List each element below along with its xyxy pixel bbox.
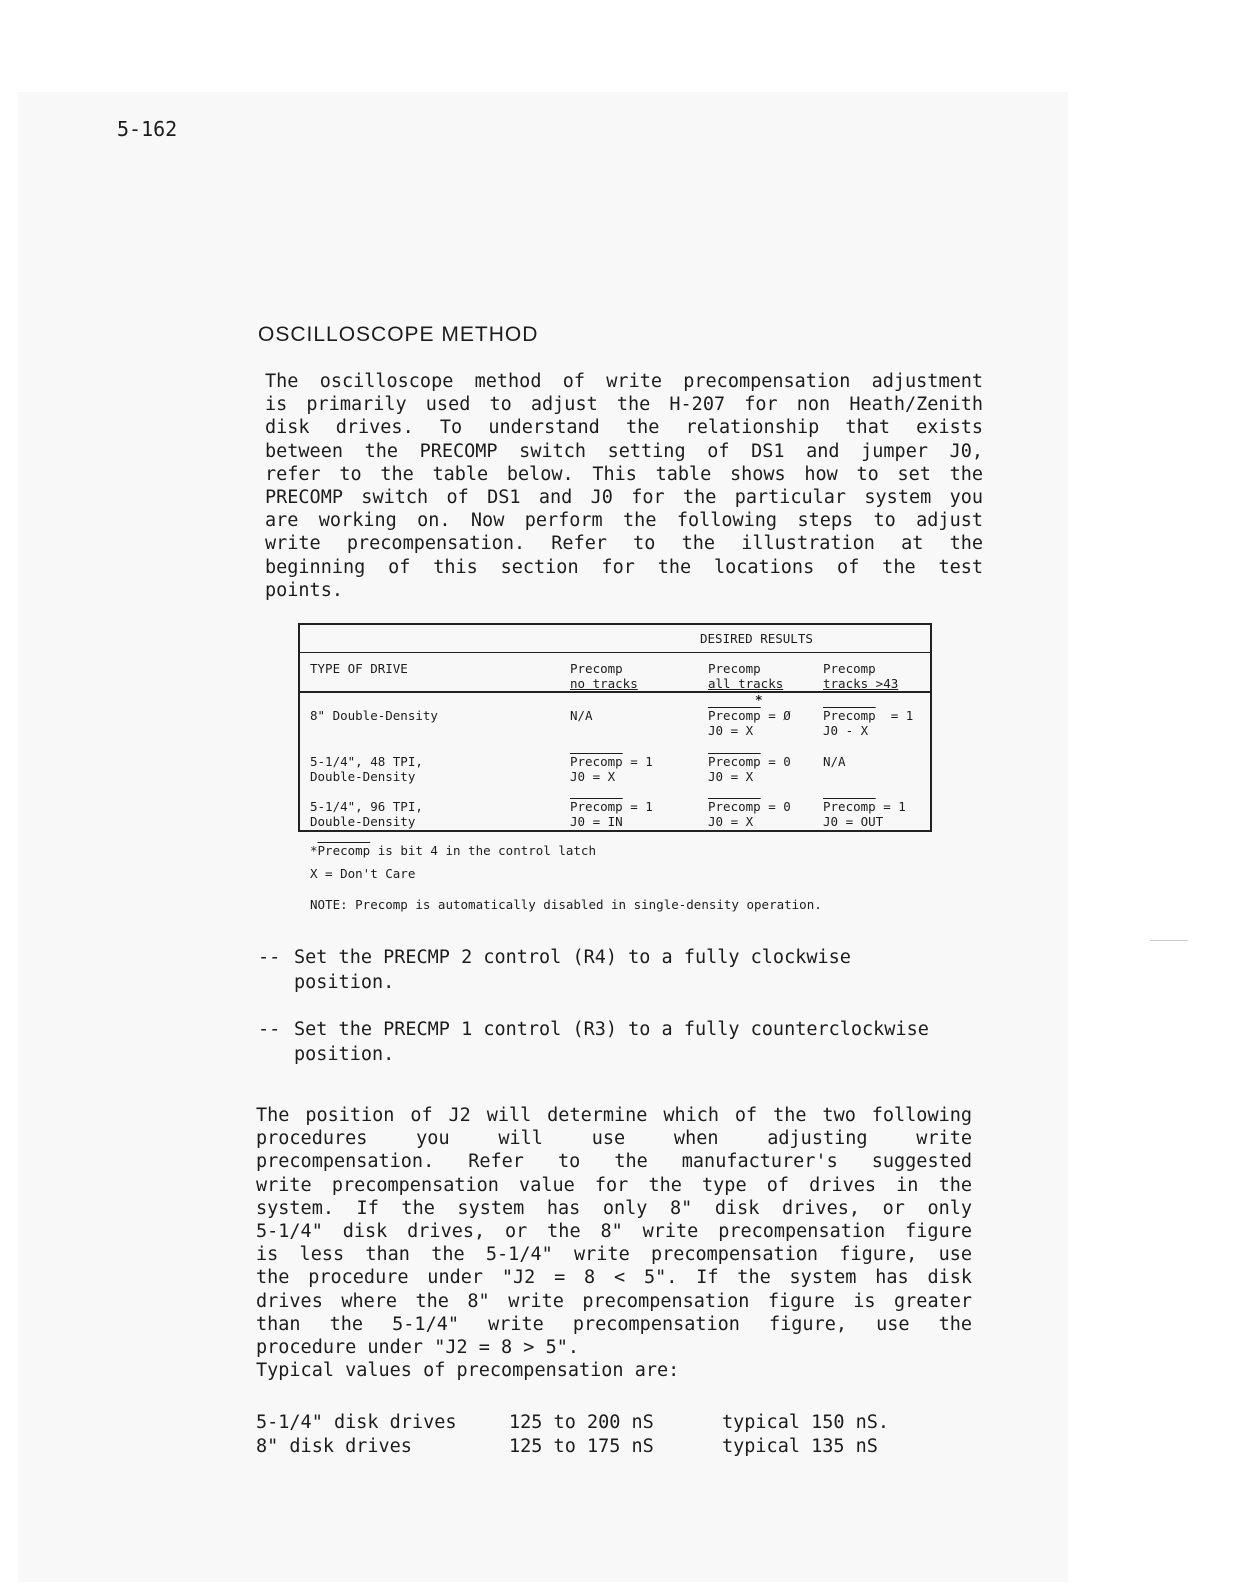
typical-drive: 8" disk drives (256, 1436, 412, 1457)
section-heading: OSCILLOSCOPE METHOD (258, 323, 539, 346)
para-line: precompensation. Refer to the manufacturer's suggested (256, 1151, 972, 1173)
para-line: drives where the 8" write precompensation figure is greater (256, 1290, 972, 1312)
para-line: write precompensation value for the type of drives in the (256, 1174, 972, 1196)
table-group-header: DESIRED RESULTS (700, 631, 813, 646)
row-48tpi-type: 5-1/4", 48 TPI, Double-Density (310, 754, 423, 784)
typical-intro: Typical values of precompensation are: (256, 1360, 680, 1382)
row-48tpi-all-tracks: Precomp = 0 J0 = X (708, 754, 791, 784)
row-8in-type: 8" Double-Density (310, 708, 438, 723)
asterisk-mark: * (755, 692, 763, 707)
typical-value: typical 150 nS. (722, 1412, 890, 1433)
intro-line: beginning of this section for the locations of the test (265, 556, 983, 578)
step-item: -- Set the PRECMP 1 control (R3) to a fully counterclockwise position. (258, 1019, 929, 1065)
intro-line: refer to the table below. This table shows how to set the (265, 463, 983, 485)
intro-line: points. (265, 579, 343, 601)
intro-line: are working on. Now perform the following steps to adjust (265, 510, 983, 532)
row-48tpi-tracks-gt-43: N/A (823, 754, 846, 769)
row-96tpi-no-tracks: Precomp = 1 J0 = IN (570, 799, 653, 829)
para-line: procedures you will use when adjusting write (256, 1128, 972, 1150)
intro-line: PRECOMP switch of DS1 and J0 for the particular system you (265, 487, 983, 509)
header-tracks-gt-43: Precomp tracks >43 (823, 661, 899, 691)
intro-line: disk drives. To understand the relationship that exists (265, 417, 983, 439)
header-no-tracks: Precomp no tracks (570, 661, 638, 691)
intro-line: The oscilloscope method of write precompensation adjustment (265, 371, 983, 392)
intro-line: write precompensation. Refer to the illustration at the (265, 533, 983, 555)
j2-paragraph (256, 1104, 972, 1382)
row-96tpi-type: 5-1/4", 96 TPI, Double-Density (310, 799, 423, 829)
para-line: procedure under "J2 = 8 > 5". (256, 1337, 580, 1359)
header-all-tracks: Precomp all tracks (708, 661, 784, 691)
intro-line: between the PRECOMP switch setting of DS1 and jumper J0, (265, 440, 983, 462)
row-96tpi-all-tracks: Precomp = 0 J0 = X (708, 799, 791, 829)
typical-value: typical 135 nS (722, 1436, 878, 1457)
table-divider (300, 652, 930, 653)
typical-range: 125 to 175 nS (509, 1436, 654, 1457)
row-8in-all-tracks: Precomp = Ø J0 = X (708, 708, 791, 738)
intro-paragraph (265, 370, 983, 602)
scan-mark (1150, 940, 1188, 941)
footnote-precomp-bit: *Precomp is bit 4 in the control latch (310, 843, 596, 858)
para-line: than the 5-1/4" write precompensation figure, use the (256, 1313, 972, 1335)
page-number: 5-162 (117, 117, 178, 141)
step-item: -- Set the PRECMP 2 control (R4) to a fully clockwise position. (258, 947, 851, 993)
header-type-of-drive: TYPE OF DRIVE (310, 661, 408, 676)
para-line: 5-1/4" disk drives, or the 8" write precompensation figure (256, 1221, 972, 1243)
typical-range: 125 to 200 nS (509, 1412, 654, 1433)
row-8in-tracks-gt-43: Precomp = 1 J0 - X (823, 708, 914, 738)
row-48tpi-no-tracks: Precomp = 1 J0 = X (570, 754, 653, 784)
para-line: The position of J2 will determine which of the two following (256, 1105, 972, 1126)
typical-drive: 5-1/4" disk drives (256, 1412, 457, 1433)
para-line: the procedure under "J2 = 8 < 5". If the system has disk (256, 1267, 972, 1289)
precomp-table (298, 623, 932, 832)
intro-line: is primarily used to adjust the H-207 for non Heath/Zenith (265, 394, 983, 416)
footnote-note: NOTE: Precomp is automatically disabled in single-density operation. (310, 897, 822, 912)
para-line: system. If the system has only 8" disk drives, or only (256, 1197, 972, 1219)
row-96tpi-tracks-gt-43: Precomp = 1 J0 = OUT (823, 799, 906, 829)
row-8in-no-tracks: N/A (570, 708, 593, 723)
table-header-rule (300, 691, 930, 693)
para-line: is less than the 5-1/4" write precompensation figure, use (256, 1244, 972, 1266)
footnote-dont-care: X = Don't Care (310, 866, 416, 881)
